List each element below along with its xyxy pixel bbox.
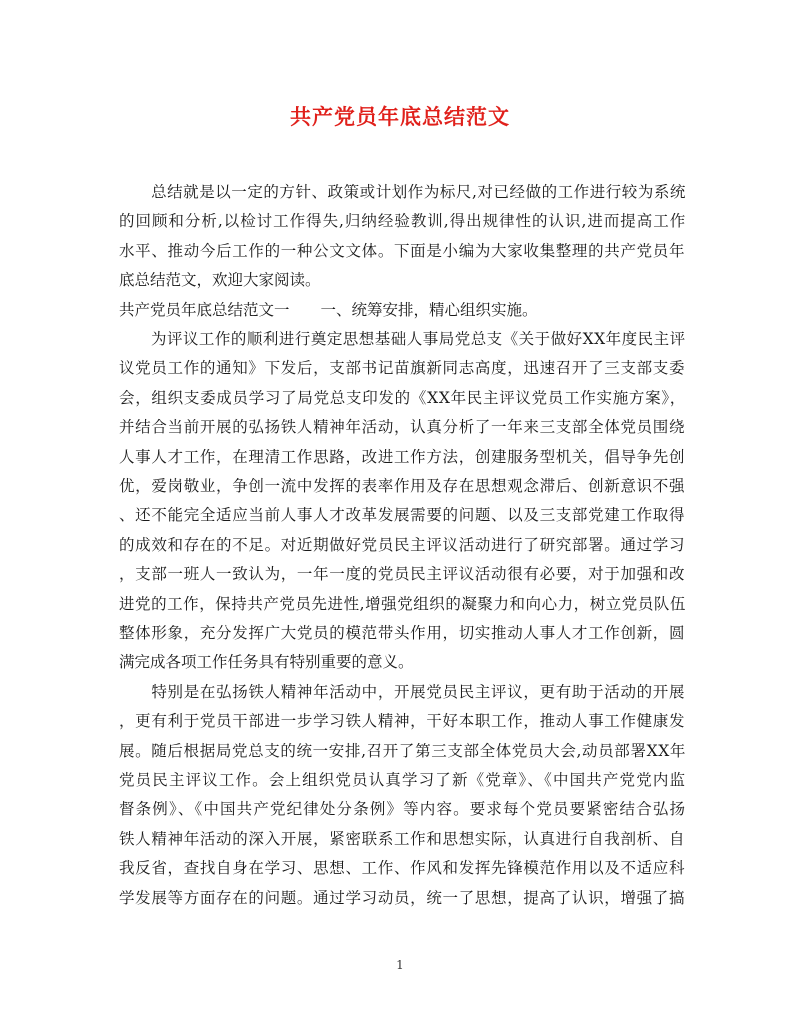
body-text-line: 为评议工作的顺利进行奠定思想基础人事局党总支《关于做好XX年度民主评 bbox=[119, 330, 686, 348]
body-text-line: ，更有利于党员干部进一步学习铁人精神，干好本职工作，推动人事工作健康发 bbox=[119, 712, 686, 731]
body-text-line: 督条例》、《中国共产党纪律处分条例》等内容。要求每个党员要紧密结合弘扬 bbox=[119, 800, 687, 819]
document-title: 共产党员年底总结范文 bbox=[290, 104, 510, 129]
body-text-line: 水平、推动今后工作的一种公文文体。下面是小编为大家收集整理的共产党员年 bbox=[119, 241, 686, 260]
body-text-line: 满完成各项工作任务具有特别重要的意义。 bbox=[119, 653, 414, 672]
body-text-line: ，支部一班人一致认为，一年一度的党员民主评议活动很有必要，对于加强和改 bbox=[119, 565, 686, 584]
body-text-line: 议党员工作的通知》下发后，支部书记苗旗新同志高度，迅速召开了三支部支委 bbox=[119, 359, 686, 378]
body-text-line: 整体形象，充分发挥广大党员的模范带头作用，切实推动人事人才工作创新，圆 bbox=[119, 624, 686, 642]
body-text-line: 并结合当前开展的弘扬铁人精神年活动，认真分析了一年来三支部全体党员围绕 bbox=[119, 418, 686, 437]
body-text-line: 党员民主评议工作。会上组织党员认真学习了新《党章》、《中国共产党党内监 bbox=[119, 771, 687, 789]
body-text-line: 人事人才工作，在理清工作思路，改进工作方法，创建服务型机关，倡导争先创 bbox=[119, 447, 686, 466]
body-text-line: 、还不能完全适应当前人事人才改革发展需要的问题、以及三支部党建工作取得 bbox=[119, 506, 686, 525]
body-text-line: 特别是在弘扬铁人精神年活动中，开展党员民主评议，更有助于活动的开展 bbox=[119, 682, 686, 701]
body-text-line: 会，组织支委成员学习了局党总支印发的《XX年民主评议党员工作实施方案》， bbox=[119, 388, 687, 407]
body-text-line: 共产党员年底总结范文一 一、统筹安排，精心组织实施。 bbox=[119, 300, 538, 319]
body-text-line: 优，爱岗敬业，争创一流中发挥的表率作用及存在思想观念滞后、创新意识不强 bbox=[119, 477, 686, 495]
page-number: 1 bbox=[396, 958, 404, 972]
body-text-line: 我反省，查找自身在学习、思想、工作、作风和发挥先锋模范作用以及不适应科 bbox=[119, 859, 686, 878]
body-text-line: 学发展等方面存在的问题。通过学习动员，统一了思想，提高了认识，增强了搞 bbox=[119, 888, 686, 907]
body-text-line: 的回顾和分析,以检讨工作得失,归纳经验教训,得出规律性的认识,进而提高工作 bbox=[119, 212, 687, 231]
body-text-line: 的成效和存在的不足。对近期做好党员民主评议活动进行了研究部署。通过学习 bbox=[119, 535, 686, 554]
body-text-line: 总结就是以一定的方针、政策或计划作为标尺,对已经做的工作进行较为系统 bbox=[119, 183, 686, 201]
body-text-line: 铁人精神年活动的深入开展，紧密联系工作和思想实际，认真进行自我剖析、自 bbox=[119, 829, 686, 848]
body-text-line: 进党的工作，保持共产党员先进性,增强党组织的凝聚力和向心力，树立党员队伍 bbox=[119, 594, 686, 613]
body-text-line: 展。随后根据局党总支的统一安排,召开了第三支部全体党员大会,动员部署XX年 bbox=[119, 741, 687, 760]
body-text-line: 底总结范文，欢迎大家阅读。 bbox=[119, 271, 321, 290]
